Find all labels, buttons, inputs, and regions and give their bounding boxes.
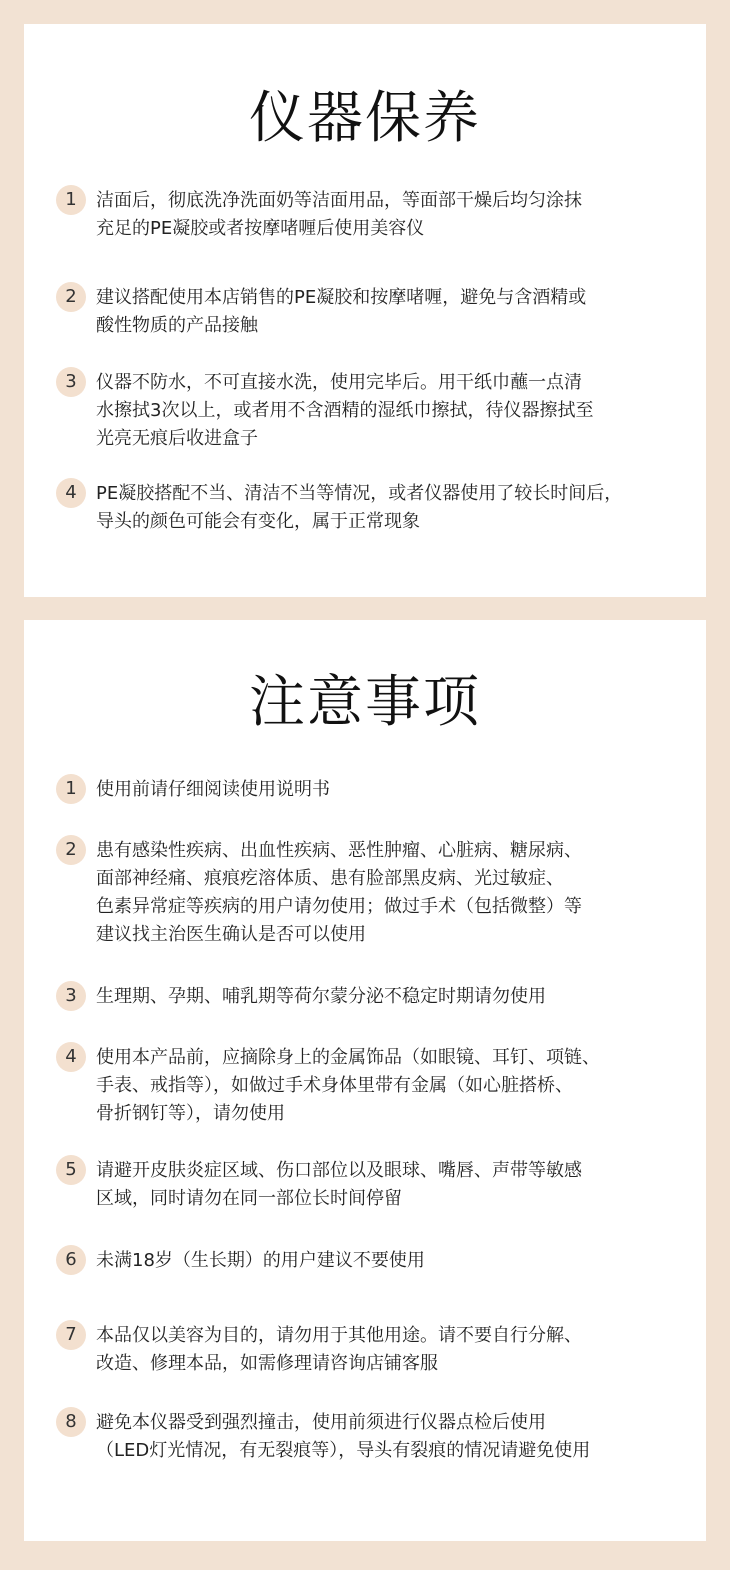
list-item xyxy=(56,983,692,1011)
item-number-badge: 4 xyxy=(56,1042,86,1072)
item-number-badge: 2 xyxy=(56,282,86,312)
item-text: 请避开皮肤炎症区域、伤口部位以及眼球、嘴唇、声带等敏感 区域，同时请勿在同一部位长时间停留 xyxy=(96,1160,582,1209)
list-item xyxy=(56,480,692,536)
item-text: 患有感染性疾病、出血性疾病、恶性肿瘤、心脏病、糖尿病、 面部神经痛、痕痕疙溶体质、患有脸部黑皮病、光过敏症、 色素异常症等疾病的用户请勿使用；做过手术（包括微整）等 建议找主治医生确认是否可以使用 xyxy=(96,840,582,945)
item-number-badge: 1 xyxy=(56,774,86,804)
list-item xyxy=(56,1044,692,1128)
list-item xyxy=(56,1247,692,1275)
item-text: 使用本产品前，应摘除身上的金属饰品（如眼镜、耳钉、项链、 手表、戒指等），如做过手术身体里带有金属（如心脏搭桥、 骨折钢钉等），请勿使用 xyxy=(96,1047,600,1124)
item-text: 洁面后，彻底洗净洗面奶等洁面用品，等面部干燥后均匀涂抹 充足的PE凝胶或者按摩啫喱后使用美容仪 xyxy=(96,190,582,239)
item-text: 仪器不防水，不可直接水洗，使用完毕后。用干纸巾蘸一点清 水擦拭3次以上，或者用不含酒精的湿纸巾擦拭，待仪器擦拭至 光亮无痕后收进盒子 xyxy=(96,372,594,449)
item-text: 建议搭配使用本店销售的PE凝胶和按摩啫喱，避免与含酒精或 酸性物质的产品接触 xyxy=(96,287,587,336)
item-text: 未满18岁（生长期）的用户建议不要使用 xyxy=(96,1250,425,1271)
section-title-precautions: 注意事项 xyxy=(249,670,481,735)
list-item xyxy=(56,776,692,804)
section-title-maintenance: 仪器保养 xyxy=(249,86,481,151)
list-item xyxy=(56,1322,692,1378)
item-text: 使用前请仔细阅读使用说明书 xyxy=(96,779,330,800)
item-number-badge: 3 xyxy=(56,981,86,1011)
item-number-badge: 2 xyxy=(56,835,86,865)
item-text: PE凝胶搭配不当、清洁不当等情况，或者仪器使用了较长时间后， 导头的颜色可能会有变化，属于正常现象 xyxy=(96,483,623,532)
list-item xyxy=(56,1409,692,1465)
item-number-badge: 6 xyxy=(56,1245,86,1275)
list-item xyxy=(56,837,692,949)
item-number-badge: 1 xyxy=(56,185,86,215)
item-text: 本品仅以美容为目的，请勿用于其他用途。请不要自行分解、 改造、修理本品，如需修理请咨询店铺客服 xyxy=(96,1325,582,1374)
item-number-badge: 7 xyxy=(56,1320,86,1350)
item-text: 生理期、孕期、哺乳期等荷尔蒙分泌不稳定时期请勿使用 xyxy=(96,986,546,1007)
list-item xyxy=(56,284,692,340)
list-item xyxy=(56,187,692,243)
maintenance-card xyxy=(24,24,706,597)
item-number-badge: 8 xyxy=(56,1407,86,1437)
list-item xyxy=(56,369,692,453)
item-number-badge: 3 xyxy=(56,367,86,397)
precautions-card xyxy=(24,620,706,1541)
item-text: 避免本仪器受到强烈撞击，使用前须进行仪器点检后使用 （LED灯光情况，有无裂痕等），导头有裂痕的情况请避免使用 xyxy=(96,1412,591,1461)
item-number-badge: 4 xyxy=(56,478,86,508)
item-number-badge: 5 xyxy=(56,1155,86,1185)
list-item xyxy=(56,1157,692,1213)
